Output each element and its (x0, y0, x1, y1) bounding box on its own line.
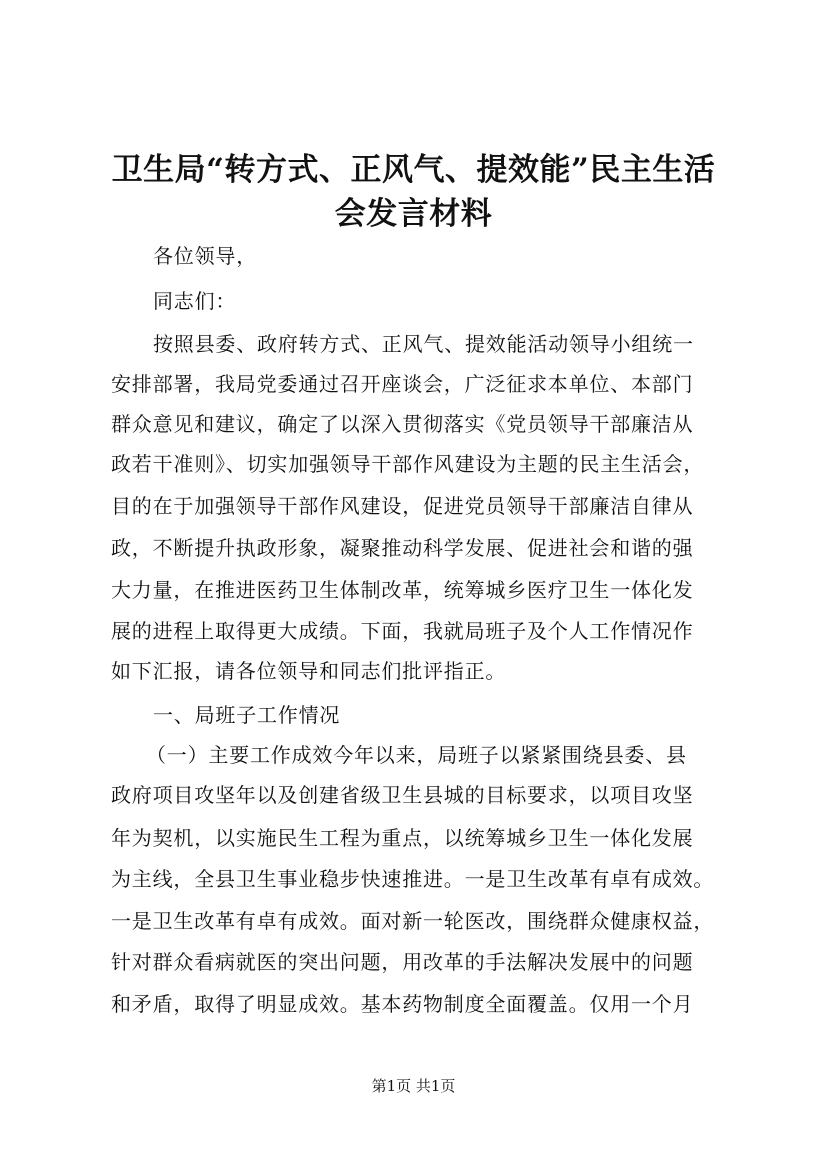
paragraph-line: 为主线，全县卫生事业稳步快速推进。一是卫生改革有卓有成效。 (111, 867, 715, 891)
paragraph-line: 年为契机，以实施民生工程为重点，以统筹城乡卫生一体化发展 (111, 826, 694, 850)
paragraph-line: 政，不断提升执政形象，凝聚推动科学发展、促进社会和谐的强 (111, 536, 694, 560)
paragraph-line: 群众意见和建议，确定了以深入贯彻落实《党员领导干部廉洁从 (111, 412, 694, 436)
paragraph-line: 政若干准则》、切实加强领导干部作风建设为主题的民主生活会， (111, 452, 705, 476)
paragraph-line: 安排部署，我局党委通过召开座谈会，广泛征求本单位、本部门 (111, 372, 694, 396)
salutation-comrades: 同志们： (153, 289, 237, 313)
paragraph-line: 政府项目攻坚年以及创建省级卫生县城的目标要求，以项目攻坚 (111, 783, 694, 807)
document-title-line-2: 会发言材料 (334, 196, 493, 232)
paragraph-line: 一是卫生改革有卓有成效。面对新一轮医改，围绕群众健康权益， (111, 909, 715, 933)
paragraph-line: 如下汇报，请各位领导和同志们批评指正。 (111, 659, 507, 683)
salutation-leaders: 各位领导， (153, 244, 257, 268)
document-title-line-1: 卫生局“转方式、正风气、提效能”民主生活 (111, 152, 716, 188)
paragraph-line: 展的进程上取得更大成绩。下面，我就局班子及个人工作情况作 (111, 619, 694, 643)
paragraph-line: 针对群众看病就医的突出问题，用改革的手法解决发展中的问题 (111, 950, 694, 974)
paragraph-line: 按照县委、政府转方式、正风气、提效能活动领导小组统一 (153, 332, 694, 356)
section-heading: 一、局班子工作情况 (153, 703, 341, 727)
paragraph-line: 目的在于加强领导干部作风建设，促进党员领导干部廉洁自律从 (111, 494, 694, 518)
page-number-footer: 第1页 共1页 (371, 1077, 456, 1095)
paragraph-line: 和矛盾，取得了明显成效。基本药物制度全面覆盖。仅用一个月 (111, 992, 694, 1016)
paragraph-line: 大力量，在推进医药卫生体制改革，统筹城乡医疗卫生一体化发 (111, 578, 694, 602)
paragraph-line: （一）主要工作成效今年以来，局班子以紧紧围绕县委、县 (146, 743, 687, 767)
